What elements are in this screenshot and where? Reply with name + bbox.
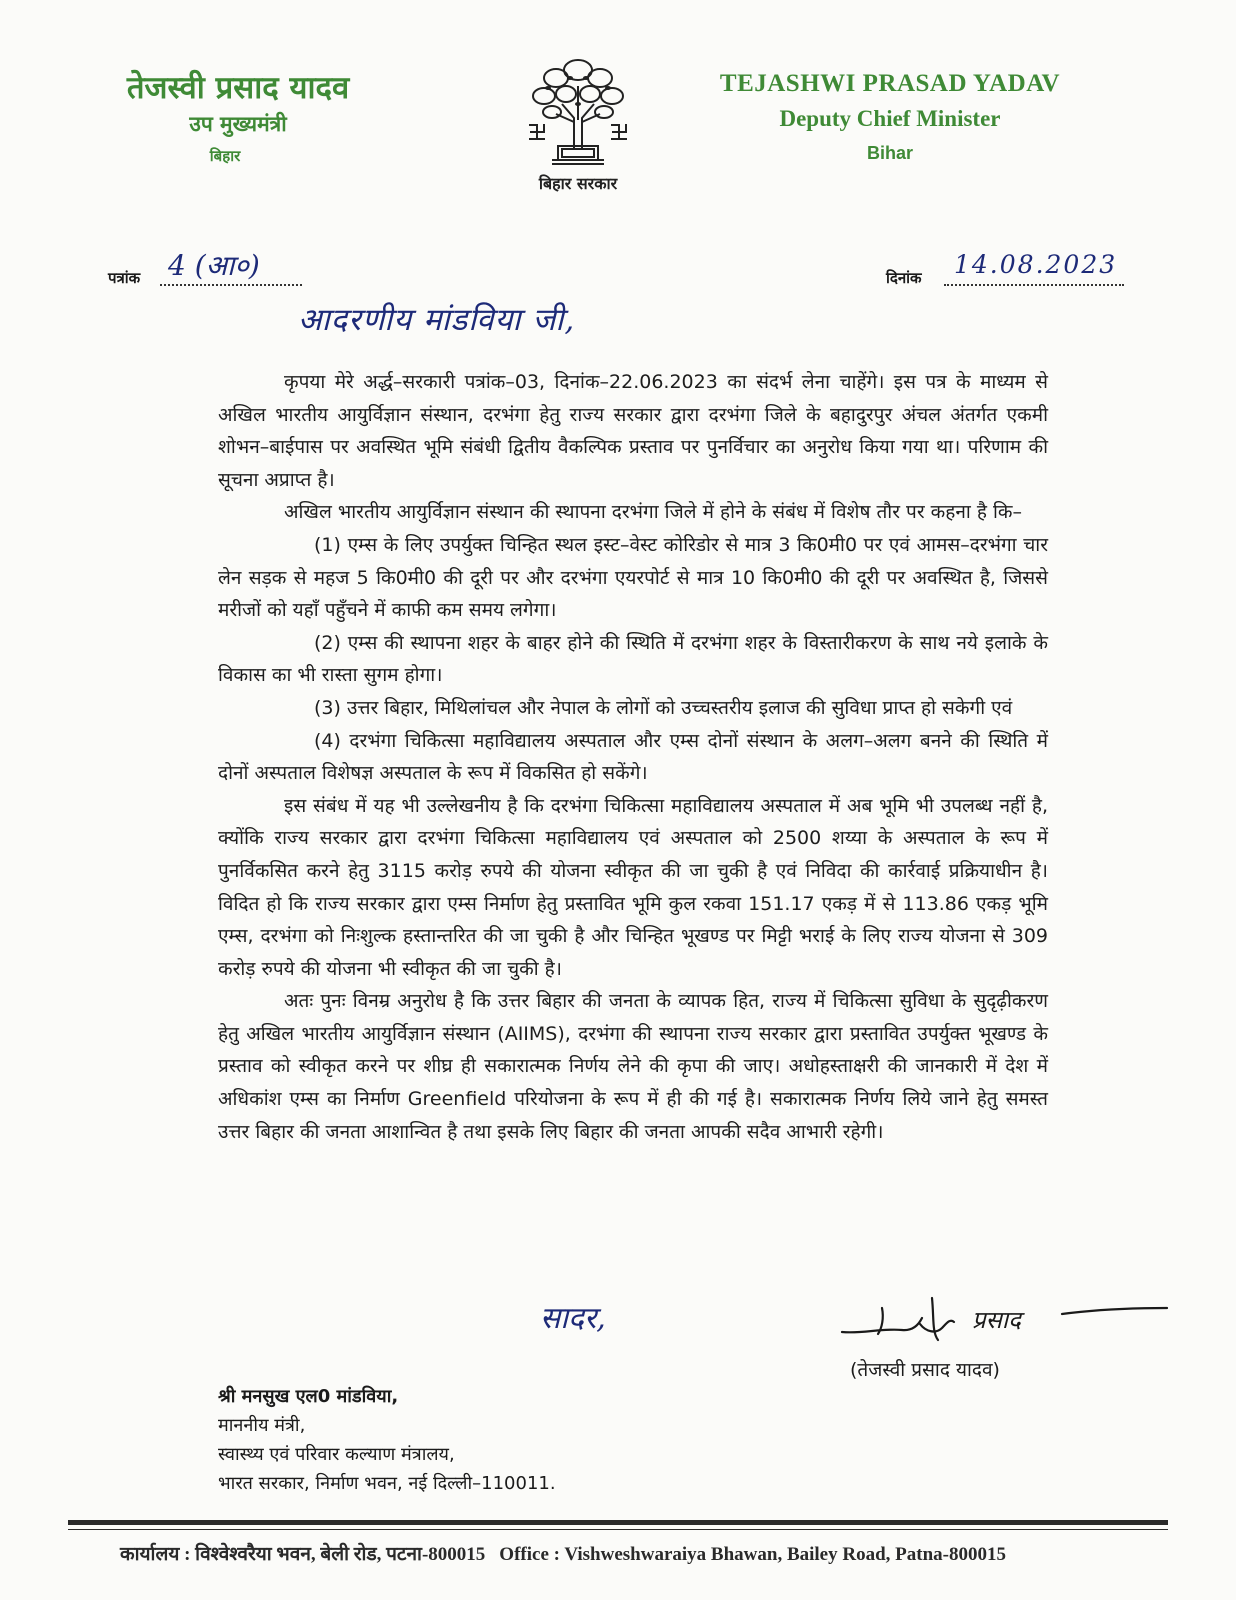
closing: सादर, — [540, 1301, 606, 1336]
letter-body — [218, 366, 1048, 1148]
footer-rule-thin — [68, 1529, 1168, 1530]
reference-number: 4 (आ०) — [168, 249, 260, 282]
addressee-address: भारत सरकार, निर्माण भवन, नई दिल्ली–110011. — [218, 1473, 556, 1494]
addressee-ministry: स्वास्थ्य एवं परिवार कल्याण मंत्रालय, — [218, 1444, 455, 1465]
body-point-4: (4) दरभंगा चिकित्सा महाविद्यालय अस्पताल और एम्स दोनों संस्थान के अलग–अलग बनने की स्थिति में दोनों अस्पताल विशेषज्ञ अस्पताल के रूप में विकसित हो सकेंगे। — [218, 729, 1048, 785]
letterhead-english-state: Bihar — [866, 143, 913, 163]
footer-hindi: कार्यालय : विश्वेश्वरैया भवन, बेली रोड, पटना-800015 — [120, 1544, 486, 1565]
salutation: आदरणीय मांडविया जी, — [298, 302, 576, 338]
body-paragraph-1: कृपया मेरे अर्द्ध–सरकारी पत्रांक–03, दिनांक–22.06.2023 का संदर्भ लेना चाहेंगे। इस पत्र के माध्यम से अखिल भारतीय आयुर्विज्ञान संस्थान, दरभंगा हेतु राज्य सरकार द्वारा दरभंगा जिले के बहादुरपुर अंचल अंतर्गत एकमी शोभन–बाईपास पर अवस्थित भूमि संबंधी द्वितीय वैकल्पिक प्रस्ताव पर पुनर्विचार का अनुरोध किया गया था। परिणाम की सूचना अप्राप्त है। — [218, 371, 1048, 491]
emblem-caption: बिहार सरकार — [538, 174, 618, 193]
letterhead-hindi-name: तेजस्वी प्रसाद यादव — [126, 70, 350, 106]
letterhead-hindi-designation: उप मुख्यमंत्री — [189, 112, 287, 136]
body-point-3: (3) उत्तर बिहार, मिथिलांचल और नेपाल के लोगों को उच्चस्तरीय इलाज की सुविधा प्राप्त हो सकेगी एवं — [314, 696, 1013, 719]
handwritten-signature-icon — [822, 1288, 1172, 1358]
addressee-designation: माननीय मंत्री, — [218, 1415, 306, 1436]
body-paragraph-3: इस संबंध में यह भी उल्लेखनीय है कि दरभंगा चिकित्सा महाविद्यालय अस्पताल में अब भूमि भी उपलब्ध नहीं है, क्योंकि राज्य सरकार द्वारा दरभंगा चिकित्सा महाविद्यालय एवं अस्पताल को 2500 शय्या के अस्पताल के रूप में पुनर्विकसित करने हेतु 3115 करोड़ रुपये की योजना स्वीकृत की जा चुकी है एवं निविदा की कार्रवाई प्रक्रियाधीन है। विदित हो कि राज्य सरकार द्वारा एम्स निर्माण हेतु प्रस्तावित भूमि कुल रकवा 151.17 एकड़ में से 113.86 एकड़ भूमि एम्स, दरभंगा को निःशुल्क हस्तान्तरित की जा चुकी है और चिन्हित भूखण्ड पर मिट्टी भराई के लिए राज्य योजना से 309 करोड़ रुपये की योजना भी स्वीकृत की जा चुकी है। — [218, 794, 1048, 980]
signer-name: (तेजस्वी प्रसाद यादव) — [850, 1359, 1000, 1381]
body-paragraph-2: अखिल भारतीय आयुर्विज्ञान संस्थान की स्थापना दरभंगा जिले में होने के संबंध में विशेष तौर पर कहना है कि– — [284, 501, 1022, 524]
body-paragraph-4: अतः पुनः विनम्र अनुरोध है कि उत्तर बिहार की जनता के व्यापक हित, राज्य में चिकित्सा सुविधा के सुदृढ़ीकरण हेतु अखिल भारतीय आयुर्विज्ञान संस्थान (AIIMS), दरभंगा की स्थापना राज्य सरकार द्वारा प्रस्तावित उपर्युक्त भूखण्ड के प्रस्ताव को स्वीकृत करने पर शीघ्र ही सकारात्मक निर्णय लेने की कृपा की जाए। अधोहस्ताक्षरी की जानकारी में देश में अधिकांश एम्स का निर्माण Greenfield परियोजना के रूप में ही की गई है। सकारात्मक निर्णय लिये जाने हेतु समस्त उत्तर बिहार की जनता आशान्वित है तथा इसके लिए बिहार की जनता आपकी सदैव आभारी रहेगी। — [218, 990, 1048, 1143]
date-label: दिनांक — [886, 269, 922, 287]
letterhead-english-name: TEJASHWI PRASAD YADAV — [719, 70, 1061, 97]
date-value: 14.08.2023 — [954, 250, 1118, 279]
footer-english: Office : Vishweshwaraiya Bhawan, Bailey Road, Patna-800015 — [499, 1544, 1006, 1565]
addressee-block — [218, 1382, 556, 1498]
footer-rule-thick — [68, 1520, 1168, 1525]
addressee-name: श्री मनसुख एल0 मांडविया, — [218, 1386, 399, 1407]
letterhead-hindi-state: बिहार — [209, 147, 241, 165]
reference-label: पत्रांक — [108, 269, 141, 287]
bodhi-tree-emblem-icon — [512, 48, 644, 180]
body-point-1: (1) एम्स के लिए उपर्युक्त चिन्हित स्थल इस्ट–वेस्ट कोरिडोर से मात्र 3 कि0मी0 पर एवं आमस–दरभंगा चार लेन सड़क से महज 5 कि0मी0 की दूरी पर और दरभंगा एयरपोर्ट से मात्र 10 कि0मी0 की दूरी पर अवस्थित है, जिससे मरीजों को यहाँ पहुँचने में काफी कम समय लगेगा। — [218, 533, 1048, 622]
body-point-2: (2) एम्स की स्थापना शहर के बाहर होने की स्थिति में दरभंगा शहर के विस्तारीकरण के साथ नये इलाके के विकास का भी रास्ता सुगम होगा। — [218, 631, 1048, 687]
footer-address — [120, 1540, 1120, 1566]
reference-dotted-line — [160, 284, 302, 286]
signature-text: प्रसाद — [972, 1306, 1021, 1334]
date-dotted-line — [944, 284, 1124, 286]
letterhead-english-designation: Deputy Chief Minister — [779, 106, 1001, 131]
